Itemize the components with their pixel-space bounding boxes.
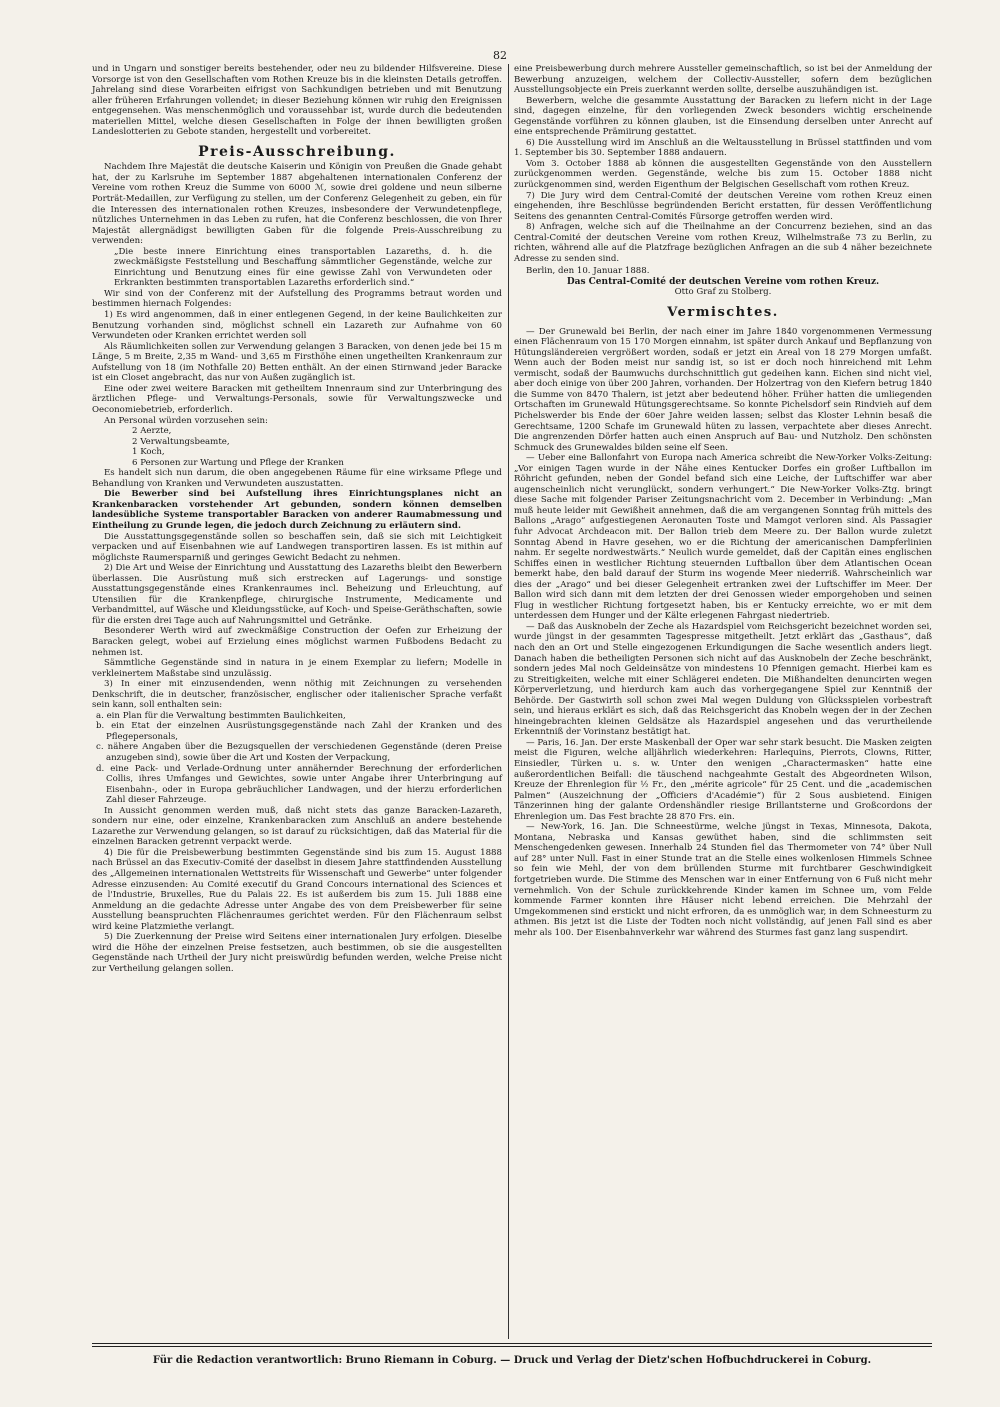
ausstattung-paragraph: Die Ausstattungsgegenstände sollen so beschaffen sein, daß sie sich mit Leichtigkeit verpacken und auf Eisenbahnen wie auf Landwegen transportiren lassen. Es ist mithin auf möglichste Raumersparniß und geringes Gewicht Bedacht zu nehmen. (92, 531, 502, 563)
bewerber-bold-paragraph: Die Bewerber sind bei Aufstellung ihres Einrichtungsplanes nicht an Krankenbaracken vorstehender Art gebunden, sondern können demselben landesübliche Systeme transportabler Baracken von anderer Raumabmessung und Eintheilung zu Grunde legen, die jedoch durch Zeichnung zu erläutern sind. (92, 489, 502, 531)
newyork-article: — New-York, 16. Jan. Die Schneestürme, welche jüngst in Texas, Minnesota, Dakota, Montana, Nebraska und Kansas gewüthet haben, sind die schlimmsten seit Menschengedenken gewesen. Innerhalb 24 Stunden fiel das Thermometer von 74° über Null auf 28° unter Null. Fast in einer Stunde trat an die Stelle eines wolkenlosen Himmels Schnee so fein wie Mehl, der von dem brüllenden Sturme mit furchtbarer Geschwindigkeit fortgetrieben wurde. Die Stimme des Menschen war in einer Entfernung von 6 Fuß nicht mehr vernehmlich. Von der Schule zurückkehrende Kinder kamen im Schnee um, vom Felde kommende Farmer konnten ihre Häuser nicht lebend erreichen. Die Mehrzahl der Umgekommenen sind erstickt und nicht erfroren, da es unmöglich war, in dem Schneesturm zu athmen. Bis jetzt ist die Liste der Todten noch nicht vollständig, auf jenen Fall sind es aber mehr als 100. Der Eisenbahnverkehr war während des Sturmes fast ganz lang suspendirt. (514, 822, 932, 938)
staff-item: 2 Aerzte, (132, 426, 172, 437)
signature-organization: Das Central-Comité der deutschen Vereine vom rothen Kreuz. (566, 276, 880, 287)
point-3: 3) In einer mit einzusendenden, wenn nöthig mit Zeichnungen zu versehenden Denkschrift, die in deutscher, französischer, englischer oder italienischer Sprache verfaßt sein kann, soll enthalten sein: (92, 679, 502, 711)
raeumlichkeiten-paragraph: Als Räumlichkeiten sollen zur Verwendung gelangen 3 Baracken, von denen jede bei 15 m Länge, 5 m Breite, 2,35 m Wand- und 3,65 m Firsthöhe einen ungetheilten Krankenraum zur Aufstellung von 18 (im Nothfalle 20) Betten enthält. An der einen Stirnwand jeder Baracke ist ein Closet angebracht, das nur von Außen zugänglich ist. (92, 341, 502, 384)
staff-item: 6 Personen zur Wartung und Pflege der Kranken (132, 457, 344, 468)
denkschrift-item: d. eine Pack- und Verlade-Ordnung unter annähernder Berechnung der erforderlichen Collis, ihres Umfanges und Gewichtes, sowie unter Angabe ihrer Unterbringung auf Eisenbahn-, oder in Europa gebräuchlicher Landwagen, und der hierzu erforderlichen Zahl dieser Fahrzeuge. (96, 763, 502, 806)
vermischtes-heading: Vermischtes. (667, 305, 779, 321)
besonderer-paragraph: Besonderer Werth wird auf zweckmäßige Construction der Oefen zur Erheizung der Baracken gelegt, wobei auf Erzielung eines möglichst warmen Fußbodens Bedacht zu nehmen ist. (92, 626, 502, 658)
handelt-paragraph: Es handelt sich nun darum, die oben angegebenen Räume für eine wirksame Pflege und Behandlung von Kranken und Verwundeten auszustatten. (92, 468, 502, 489)
point-4: 4) Die für die Preisbewerbung bestimmten Gegenstände sind bis zum 15. August 1888 nach Brüssel an das Executiv-Comité der daselbst in diesem Jahre stattfindenden Ausstellung des „Allgemeinen internationalen Wettstreits für Wissenschaft und Gewerbe“ unter folgender Adresse einzusenden: Au Comité executif du Grand Concours international des Sciences et de l'Industrie, Bruxelles, Rue du Palais 22. Es ist außerdem bis zum 15. Juli 1888 eine Anmeldung an die gedachte Adresse unter Angabe des von dem Preisbewerber für seine Ausstellung beanspruchten Flächenraumes gerichtet werden. Für den Flächenraum selbst wird keine Platzmiethe verlangt. (92, 847, 502, 932)
continuation-paragraph: eine Preisbewerbung durch mehrere Aussteller gemeinschaftlich, so ist bei der Anmeldung der Bewerbung anzuzeigen, welchem der Collectiv-Aussteller, sofern dem bezüglichen Ausstellungsobjecte ein Preis zuerkannt werden sollte, derselbe auszuhändigen ist. (514, 64, 932, 96)
denkschrift-item: b. ein Etat der einzelnen Ausrüstungsgegenstände nach Zahl der Kranken und des Pflegepersonals, (96, 721, 502, 742)
bewerbern-paragraph: Bewerbern, welche die gesammte Ausstattung der Baracken zu liefern nicht in der Lage sind, dagegen einzelne, für den vorliegenden Zweck besonders wichtig erscheinende Gegenstände vorführen zu können glauben, ist die Einsendung derselben unter Anrecht auf eine entsprechende Prämiirung gestattet. (514, 95, 932, 138)
page-number: 82 (493, 49, 507, 62)
nachdem-paragraph: Nachdem Ihre Majestät die deutsche Kaiserin und Königin von Preußen die Gnade gehabt hat, der zu Karlsruhe im September 1887 abgehaltenen internationalen Conferenz der Vereine vom rothen Kreuz die Summe von 6000 ℳ, sowie drei goldene und neun silberne Porträt-Medaillen, zur Verfügung zu stellen, um der Conferenz Gelegenheit zu geben, ein für die Interessen des internationalen rothen Kreuzes, insbesondere der Verwundetenpflege, nützliches Unternehmen in das Leben zu rufen, hat die Conferenz beschlossen, die von Ihrer Majestät allergnädigst bewilligten Gaben für die folgende Preis-Ausschreibung zu verwenden: (92, 162, 502, 247)
saemmtliche-paragraph: Sämmtliche Gegenstände sind in natura in je einem Exemplar zu liefern; Modelle in verkleinertem Maßstabe sind unzulässig. (92, 658, 502, 679)
footer-rule (92, 1346, 932, 1347)
point-5: 5) Die Zuerkennung der Preise wird Seitens einer internationalen Jury erfolgen. Dieselbe wird die Höhe der einzelnen Preise festsetzen, auch bestimmen, ob sie die ausgestellten Gegenstände nach Urtheil der Jury nicht preiswürdig befunden werden, welche Preise nicht zur Vertheilung gelangen sollen. (92, 932, 502, 974)
aussicht-paragraph: In Aussicht genommen werden muß, daß nicht stets das ganze Baracken-Lazareth, sondern nur eine, oder einzelne, Krankenbaracken zum Anschluß an andere bestehende Lazarethe zur Verwendung gelangen, so ist darauf zu rücksichtigen, daß das Material für die einzelnen Baracken getrennt verpackt werde. (92, 805, 502, 848)
intro-paragraph: und in Ungarn und sonstiger bereits bestehender, oder neu zu bildender Hilfsvereine. Diese Vorsorge ist von den Gesellschaften vom Rothen Kreuze bis in die kleinsten Details getroffen. Jahrelang sind diese Vorarbeiten eifrigst von Sachkundigen betrieben und mit Benutzung aller früheren Erfahrungen vollendet; in dieser Beziehung können wir ruhig den Ereignissen entgegensehen. Was menschenmöglich und voraussehbar ist, wurde durch die bedeutenden materiellen Mittel, welche diesen Gesellschaften in Folge der ihnen bewilligten großen Landeslotterien zu Gebote standen, hergestellt und vorbereitet. (92, 64, 502, 138)
staff-item: 1 Koch, (132, 447, 165, 458)
column-divider (508, 64, 509, 1339)
paris-article: — Paris, 16. Jan. Der erste Maskenball der Oper war sehr stark besucht. Die Masken zeigten meist die Figuren, welche alljährlich wiederkehren: Harlequins, Pierrots, Clowns, Ritter, Einsiedler, Türken u. s. w. Unter den wenigen „Charactermasken“ hatte eine außerordentlichen Beifall: die täuschend nachgeahmte Gestalt des Abgeordneten Wilson, Kreuze der Ehrenlegion für ½ Fr., den „mérite agricole“ für 25 Cent. und die „academischen Palmen“ (Auszeichnung der „Officiers d'Académie“) für 2 Sous ausbietend. Einigen Tänzerinnen hing der galante Ordenshändler riesige Brillantsterne und Großcordons der Ehrenlegion um. Das Fest brachte 28 870 Frs. ein. (514, 737, 932, 822)
grunewald-article: — Der Grunewald bei Berlin, der nach einer im Jahre 1840 vorgenommenen Vermessung einen Flächenraum von 15 170 Morgen einnahm, ist später durch Ankauf und Bepflanzung von Hütungsländereien vergrößert worden, sodaß er jetzt ein Areal von 18 279 Morgen umfaßt. Wenn auch der Boden meist nur sandig ist, so ist er doch noch hinreichend mit Lehm vermischt, sodaß der Baumwuchs durchschnittlich gut gedeihen kann. Eichen sind nicht viel, aber doch einige von über 200 Jahren, vorhanden. Der Holzertrag von den Kiefern betrug 1840 die Summe von 8470 Thalern, ist jetzt aber bedeutend höher. Früher hatten die umliegenden Ortschaften im Grunewald Hütungsgerechtsame. So konnte Pichelsdorf sein Rindvieh auf dem Pichelswerder bis Ende der 60er Jahre weiden lassen; selbst das Kloster Lehnin besaß die Gerechtsame, 1200 Schafe im Grunewald hüten zu lassen, verpachtete aber dieses Anrecht. Die angrenzenden Dörfer hatten auch einen Anspruch auf Bau- und Nutzholz. Den schönsten Schmuck des Grunewaldes bilden seine elf Seen. (514, 326, 932, 453)
signature-name: Otto Graf zu Stolberg. (674, 287, 772, 298)
left-column (92, 64, 502, 974)
october-paragraph: Vom 3. October 1888 ab können die ausgestellten Gegenstände von den Ausstellern zurückgenommen werden. Gegenstände, welche bis zum 15. October 1888 nicht zurückgenommen sind, werden Eigenthum der Belgischen Gesellschaft vom rothen Kreuz. (514, 158, 932, 191)
denkschrift-item: c. nähere Angaben über die Bezugsquellen der verschiedenen Gegenstände (deren Preise anzugeben sind), sowie über die Art und Kosten der Verpackung, (96, 742, 502, 763)
imprint-footer: Für die Redaction verantwortlich: Bruno Riemann in Coburg. — Druck und Verlag der Dietz'schen Hofbuchdruckerei in Coburg. (152, 1355, 872, 1366)
point-1: 1) Es wird angenommen, daß in einer entlegenen Gegend, in der keine Baulichkeiten zur Benutzung vorhanden sind, möglichst schnell ein Lazareth zur Aufnahme von 60 Verwundeten oder Kranken errichtet werden soll (92, 310, 502, 342)
point-2: 2) Die Art und Weise der Einrichtung und Ausstattung des Lazareths bleibt den Bewerbern überlassen. Die Ausrüstung muß sich erstrecken auf Lagerungs- und sonstige Ausstattungsgegenstände eines Krankenraumes incl. Beheizung und Erleuchtung, auf Utensilien für die Krankenpflege, chirurgische Instrumente, Medicamente und Verbandmittel, auf Wäsche und Kleidungsstücke, auf Koch- und Speise-Geräthschaften, sowie für die ersten drei Tage auch auf Nahrungsmittel und Getränke. (92, 563, 502, 626)
right-column (514, 64, 932, 938)
denkschrift-item: a. ein Plan für die Verwaltung bestimmten Baulichkeiten, (96, 710, 346, 721)
staff-item: 2 Verwaltungsbeamte, (132, 436, 230, 447)
preis-ausschreibung-heading: Preis-Ausschreibung. (198, 143, 396, 160)
baracken-paragraph: Eine oder zwei weitere Baracken mit getheiltem Innenraum sind zur Unterbringung des ärztlichen Pflege- und Verwaltungs-Personals, sowie für Verwaltungszwecke und Oeconomiebetrieb, erforderlich. (92, 383, 502, 415)
point-8: 8) Anfragen, welche sich auf die Theilnahme an der Concurrenz beziehen, sind an das Central-Comité der deutschen Vereine vom rothen Kreuz, Wilhelmstraße 73 zu Berlin, zu richten, während alle auf die Platzfrage bezüglichen Anfragen an die sub 4 näher bezeichnete Adresse zu senden sind. (514, 222, 932, 264)
point-7: 7) Die Jury wird dem Central-Comité der deutschen Vereine vom rothen Kreuz einen eingehenden, ihre Beschlüsse begründenden Bericht erstatten, für dessen Veröffentlichung Seitens des genannten Central-Comités Fürsorge getroffen werden wird. (514, 190, 932, 222)
point-6: 6) Die Ausstellung wird im Anschluß an die Weltausstellung in Brüssel stattfinden und vom 1. September bis 30. September 1888 andauern. (514, 137, 932, 159)
ballonfahrt-article: — Ueber eine Ballonfahrt von Europa nach America schreibt die New-Yorker Volks-Zeitung: „Vor einigen Tagen wurde in der Nähe eines Kentucker Dorfes ein großer Luftballon im Röhricht gefunden, neben der Gondel befand sich eine Leiche, der Luftschiffer war aber augenscheinlich nicht verunglückt, sondern verhungert.“ Die New-Yorker Volks-Ztg. bringt diese Sache mit folgender Pariser Zeitungsnachricht vom 2. December in Verbindung: „Man muß heute leider mit Gewißheit annehmen, daß die am vergangenen Sonntag früh mittels des Ballons „Arago“ aufgestiegenen Aeronauten Toste und Mamgot verloren sind. Als Passagier fuhr Advocat Archdeacon mit. Der Ballon trieb dem Meere zu. Der Ballon wurde zuletzt Sonntag Abend in Havre gesehen, wo er die Richtung der americanischen Dampferlinien nahm. Er segelte nordwestwärts.“ Neulich wurde gemeldet, daß der Capitän eines englischen Schiffes einen in westlicher Richtung steuernden Luftballon über dem Atlantischen Ocean bemerkt habe, den bald darauf der Sturm ins wogende Meer niederriß. Wahrscheinlich war dies der „Arago“ und bei dieser Gelegenheit ertranken zwei der Luftschiffer im Meer. Der Ballon wird sich dann mit dem letzten der drei Genossen wieder emporgehoben und seinen Flug in westlicher Richtung fortgesetzt haben, bis er Kentucky erreichte, wo er mit dem unterdessen dem Hunger und der Kälte erlegenen Fahrgast niedertrieb. (514, 453, 932, 622)
footer-rule (92, 1343, 932, 1344)
personal-paragraph: An Personal würden vorzusehen sein: (104, 415, 268, 426)
competition-quote: „Die beste innere Einrichtung eines transportablen Lazareths, d. h. die zweckmäßigste Feststellung und Beschaffung sämmtlicher Gegenstände, welche zur Einrichtung und Benutzung eines für eine gewisse Zahl von Verwundeten oder Erkrankten bestimmten transportablen Lazareths erforderlich sind.“ (114, 246, 492, 289)
wir-paragraph: Wir sind von der Conferenz mit der Aufstellung des Programms betraut worden und bestimmen hiernach Folgendes: (92, 288, 502, 310)
signature-place-date: Berlin, den 10. Januar 1888. (526, 266, 650, 277)
knobeln-article: — Daß das Ausknobeln der Zeche als Hazardspiel vom Reichsgericht bezeichnet worden sei, wurde jüngst in der gesammten Tagespresse mitgetheilt. Jetzt erklärt das „Gasthaus“, daß nach den an Ort und Stelle eingezogenen Erkundigungen die Sache wesentlich anders liegt. Danach haben die betheiligten Personen sich nicht auf das Ausknobeln der Zeche beschränkt, sondern jedes Mal noch Geldeinsätze von mindestens 10 Pfennigen gemacht. Hierbei kam es zu Streitigkeiten, welche mit einer Schlägerei endeten. Die Mißhandelten denuncirten wegen Körperverletzung, und hierdurch kam auch das vorhergegangene Spiel zur Kenntniß der Behörde. Der Gastwirth soll schon zwei Mal wegen Duldung von Glücksspielen vorbestraft sein, und hieraus erklärt es sich, daß das Reichsgericht das Knobeln wegen der in der Zechen hineingebrachten kleinen Geldsätze als Hazardspiel angesehen und das verurtheilende Erkenntniß der Vorinstanz bestätigt hat. (514, 621, 932, 738)
